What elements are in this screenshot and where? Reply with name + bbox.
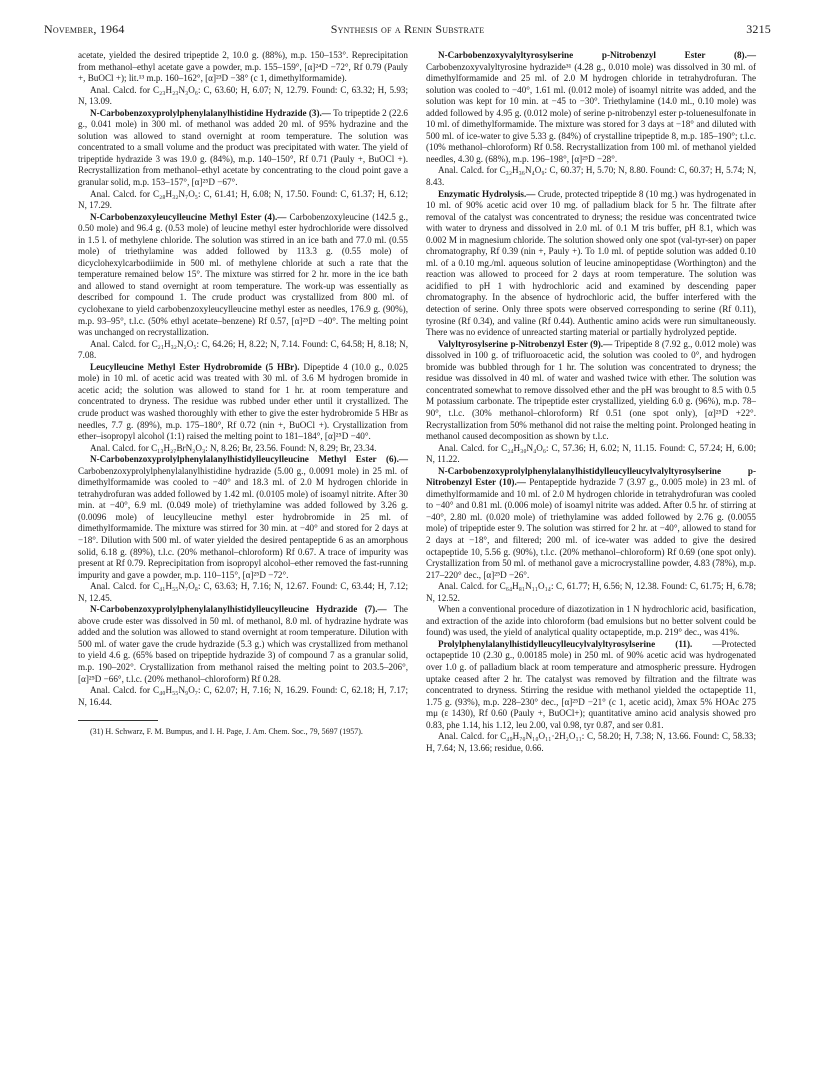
paragraph-text: Anal. Calcd. for C₂₄H₃₀N₄O₆: C, 57.36; H, 6.02; N, 11.15. Found: C, 57.24; H, 6.00; N, 11.22. [426, 442, 756, 465]
page-number: 3215 [746, 22, 771, 36]
paragraph [78, 581, 408, 604]
paragraph [78, 443, 408, 455]
right-column [426, 50, 756, 754]
paragraph-text: Anal. Calcd. for C₂₈H₃₂N₇O₅: C, 61.41; H, 6.08; N, 17.50. Found: C, 61.37; H, 6.12; N, 17.29. [78, 188, 408, 211]
section-heading: Valyltyrosylserine p-Nitrobenzyl Ester (9).— [438, 338, 613, 349]
paragraph [78, 108, 408, 189]
section-heading: N-Carbobenzoxyprolylphenylalanylhistidylleucylleucylvalyltyrosylserine p-Nitrobenzyl Ester (10).— [426, 465, 756, 488]
paragraph-text: Anal. Calcd. for C₃₂H₃₆N₄O₉: C, 60.37; H, 5.70; N, 8.80. Found: C, 60.37; H, 5.74; N, 8.43. [426, 165, 756, 188]
footnote-rule [78, 720, 158, 721]
header-title: Synthesis of a Renin Substrate [330, 22, 485, 36]
paragraph [426, 50, 756, 165]
paragraph [78, 212, 408, 339]
paragraph-text: When a conventional procedure of diazotization in 1 N hydrochloric acid, basification, and extraction of the azide into chloroform (bad emulsions but no better solvent could be found) was used, the yield of analytical quality octapeptide, m.p. 219° dec., was 41%. [426, 604, 756, 638]
paragraph-text: Carbobenzoxyleucine (142.5 g., 0.50 mole) and 96.4 g. (0.53 mole) of leucine methyl ester hydrochloride were dissolved in 1.5 l. of methylene chloride. The solution was stirred in an ice bath and 77.0 ml. (0.55 mole) of triethylamine was added followed by 113.3 g. (0.55 mole) of dicyclohexylcarbodiimide in 500 ml. of methylene chloride at such a rate that the temperature remained below 15°. The mixture was stirred for 2 hr. more in the ice bath and allowed to stand overnight at room temperature. The work-up was essentially as described for compound 1. The crude product was crystallized from 800 ml. of cyclohexane to yield carbobenzoxyleucylleucine methyl ester as needles, 176.9 g. (90%), m.p. 93–95°, t.l.c. (50% ethyl acetate–benzene) Rf 0.57, [α]²⁵D −40°. The melting point was unchanged on recrystallization. [78, 211, 408, 338]
paragraph-text: The above crude ester was dissolved in 50 ml. of methanol, 8.0 ml. of hydrazine hydrate was added and the solution was allowed to stand overnight at room temperature. Dilution with 500 ml. of water gave the crude hydrazide (5.3 g.) which was crystallized from methanol to yield 4.6 g. (65% based on tripeptide hydrazide 3) of compound 7 as a granular solid, m.p. 190–202°. Crystallization from methanol raised the melting point to 203.5–206°, [α]²⁵D −66°, t.l.c. (20% methanol–chloroform) Rf 0.28. [78, 604, 408, 684]
paragraph [426, 165, 756, 188]
paragraph-text: Crude, protected tripeptide 8 (10 mg.) was hydrogenated in 10 ml. of 90% acetic acid over 10 mg. of palladium black for 5 hr. The filtrate after removal of the catalyst was concentrated to dryness; the residue was concentrated twice with water to dryness and dissolved in 2.0 ml. of 0.1 M tris buffer, pH 8.1, which was 0.002 M in magnesium chloride. The solution showed only one spot (val-tyr-ser) on paper chromatography, Rf 0.39 (nin +, Pauly +). To 1.0 ml. of peptide solution was added 0.10 ml. of a 0.10 mg./ml. aqueous solution of leucine aminopeptidase (Worthington) and the reaction was allowed to proceed for 2 days at room temperature. The solution was acidified to pH 1 with hydrochloric acid and examined by descending paper chromatography. In the absence of hydrochloric acid, the buffer interfered with the detection of serine. Only three spots were observed corresponding to serine (Rf 0.11), tyrosine (Rf 0.34), and valine (Rf 0.44). Authentic amino acids were run simultaneously. There was no evidence of unreacted starting material or partially hydrolyzed peptide. [426, 188, 757, 338]
paragraph [426, 339, 756, 443]
running-header [44, 22, 771, 38]
paragraph [426, 189, 756, 339]
paragraph-text: Anal. Calcd. for C₄₉H₇₀N₁₀O₁₁·2H₂O₁₁: C, 58.20; H, 7.38; N, 13.66. Found: C, 58.33; H, 7.64; N, 13.66; residue, 0.66. [426, 731, 756, 753]
paragraph-text: Carbobenzoxyprolylphenylalanylhistidine hydrazide (5.00 g., 0.0091 mole) in 25 ml. of dimethylformamide was cooled to −40° and 18.3 ml. of 2.0 M hydrogen chloride in tetrahydrofuran was added followed by 1.42 ml. (0.0105 mole) of isoamyl nitrite. After 30 min. at −40°, 6.9 ml. (0.049 mole) of triethylamine was added followed by 3.26 g. (0.0096 mole) of leucylleucine methyl ester hydrobromide in 25 ml. of dimethylformamide. The mixture was stirred for 30 min. at −40° and stored for 2 days at −18°. Dilution with 500 ml. of water yielded the desired pentapeptide 6 as an amorphous solid, 6.18 g. (89%), t.l.c. (20% methanol–chloroform) Rf 0.67. A trace of impurity was present at Rf 0.79. Reprecipitation from isopropyl alcohol–ether removed the fast-running impurity and gave a powder, m.p. 110–115°, [α]²⁵D −72°. [78, 465, 408, 580]
paragraph [426, 581, 756, 604]
section-heading: Prolylphenylalanylhistidylleucylleucylvalyltyrosylserine (11). [438, 638, 693, 649]
section-heading: Enzymatic Hydrolysis.— [438, 188, 536, 199]
paragraph-text: acetate, yielded the desired tripeptide 2, 10.0 g. (88%), m.p. 150–153°. Reprecipitation from methanol–ethyl acetate gave a powder, m.p. 155–159°, [α]²⁴D −72°, Rf 0.79 (Pauly +, BuOCl +); lit.¹³ m.p. 160–162°, [α]²³D −38° (c 1, dimethylformamide). [78, 50, 408, 84]
paragraph-text: Anal. Calcd. for C₄₁H₅₅N₇O₈: C, 63.63; H, 7.16; N, 12.67. Found: C, 63.44; H, 7.12; N, 12.45. [78, 581, 408, 603]
section-heading: N-Carbobenzoxyprolylphenylalanylhistidylleucylleucine Hydrazide (7).— [90, 604, 387, 615]
section-heading: N-Carbobenzoxyvalyltyrosylserine p-Nitrobenzyl Ester (8).— [438, 50, 756, 60]
section-heading: N-Carbobenzoxyleucylleucine Methyl Ester (4).— [90, 211, 287, 222]
paragraph [78, 604, 408, 685]
paragraph [426, 639, 756, 731]
section-heading: N-Carbobenzoxyprolylphenylalanylhistidine Hydrazide (3).— [90, 107, 331, 118]
paragraph [426, 731, 756, 754]
paragraph [78, 685, 408, 708]
paragraph-text: Carbobenzoxyvalyltyrosine hydrazide³¹ (4.28 g., 0.010 mole) was dissolved in 30 ml. of dimethylformamide and 25 ml. of 2.0 M hydrogen chloride in tetrahydrofuran. The solution was cooled to −40°, 1.61 ml. (0.012 mole) of isoamyl nitrite was added, and the solution was kept for 10 min. at −45 to −30°. Triethylamine (14.0 ml., 0.10 mole) was added followed by 4.95 g. (0.012 mole) of serine p-nitrobenzyl ester p-toluenesulfonate in 10 ml. of dimethylformamide. The mixture was stored for 3 days at −18° and diluted with 500 ml. of ice-water to give 5.33 g. (84%) of crystalline tripeptide 8, m.p. 185–190°; t.l.c. (10% methanol–chloroform) Rf 0.58. Recrystallization from 100 ml. of methanol yielded needles, 4.30 g. (68%), m.p. 196–198°, [α]²⁵D −28°. [426, 61, 756, 164]
paragraph [426, 443, 756, 466]
paragraph-text: Tripeptide 8 (7.92 g., 0.012 mole) was dissolved in 100 g. of trifluoroacetic acid, the solution was cooled to 0°, and hydrogen bromide was bubbled through for 1 hr. The solution was concentrated to dryness; the residue was dissolved in 40 ml. of water and washed twice with ether. The solution was concentrated somewhat to remove dissolved ether and the pH was brought to 8.5 with 0.5 M potassium carbonate. The tripeptide ester crystallized, yielding 6.0 g. (96%), m.p. 78–90°, t.l.c. (30% methanol–chloroform) Rf 0.51 (one spot only), [α]²⁵D +22°. Recrystallization from 50% methanol did not raise the melting point. Prolonged heating in methanol caused decomposition as shown by t.l.c. [426, 338, 756, 442]
section-heading: Leucylleucine Methyl Ester Hydrobromide (5 HBr). [90, 361, 300, 372]
paragraph-text: Anal. Calcd. for C₂₁H₃₂N₂O₅: C, 64.26; H, 8.22; N, 7.14. Found: C, 64.58; H, 8.18; N, 7.08. [78, 338, 408, 361]
paragraph [78, 85, 408, 108]
paragraph-text: Anal. Calcd. for C₄₀H₅₅N₉O₇: C, 62.07; H, 7.16; N, 16.29. Found: C, 62.18; H, 7.17; N, 16.44. [78, 685, 408, 707]
left-column [78, 50, 408, 737]
paragraph-text: —Protected octapeptide 10 (2.30 g., 0.00185 mole) in 250 ml. of 90% acetic acid was hydrogenated over 1.0 g. of palladium black at room temperature and atmospheric pressure. Hydrogen uptake ceased after 2 hr. The catalyst was removed by filtration and the filtrate was concentrated to dryness. Stirring the residue with methanol yielded the octapeptide 11, 1.75 g. (93%), m.p. 228–230° dec., [α]²⁵D −21° (c 1, acetic acid), λmax 5% HOAc 275 mμ (ε 1430), Rf 0.60 (Pauly +, BuOCl+); quantitative amino acid analysis showed pro 0.83, phe 1.14, his 1.12, leu 2.00, val 0.98, tyr 0.87, and ser 0.81. [426, 638, 756, 730]
header-date: November, 1964 [44, 22, 125, 36]
paragraph-text: To tripeptide 2 (22.6 g., 0.041 mole) in 300 ml. of methanol was added 20 ml. of 95% hydrazine and the solution was allowed to stand overnight at room temperature. The solution was concentrated to a small volume and the product was precipitated with water. The yield of tripeptide hydrazide 3 was 19.0 g. (84%), m.p. 140–150°, Rf 0.71 (Pauly +, BuOCl +). Recrystallization from methanol–ethyl acetate by concentrating to the cloud point gave a granular solid, m.p. 153–157°, [α]²⁵D −67°. [78, 107, 408, 188]
paragraph-text: Pentapeptide hydrazide 7 (3.97 g., 0.005 mole) in 23 ml. of dimethylformamide and 10 ml. of 2.0 M hydrogen chloride in tetrahydrofuran was cooled to −40° and 0.81 ml. (0.006 mole) of isoamyl nitrite was added. After 0.5 hr. of stirring at −40°, 2.80 ml. (0.020 mole) of triethylamine was added followed by 2.76 g. (0.0055 mole) of tripeptide ester 9. The solution was stirred for 2 hr. at −40°, allowed to stand for 2 days at −18°, and filtered; 200 ml. of ice-water was added to give the desired octapeptide 10, 5.56 g. (90%), t.l.c. (20% methanol–chloroform) Rf 0.69 (one spot only). Crystallization from 50 ml. of methanol gave a microcrystalline powder, 4.83 (78%), m.p. 217–220° dec., [α]²⁵D −26°. [426, 477, 756, 580]
paragraph [78, 189, 408, 212]
paragraph-text: Anal. Calcd. for C₁₃H₂₇BrN₂O₃: N, 8.26; Br, 23.56. Found: N, 8.29; Br, 23.34. [90, 442, 377, 453]
footnote: (31) H. Schwarz, F. M. Bumpus, and I. H. Page, J. Am. Chem. Soc., 79, 5697 (1957). [90, 727, 363, 737]
paragraph [426, 604, 756, 639]
paragraph [426, 466, 756, 581]
section-heading: N-Carbobenzoxyprolylphenylalanylhistidylleucylleucine Methyl Ester (6).— [90, 454, 408, 465]
paragraph-text: Anal. Calcd. for C₂₃H₂₃N₃O₆: C, 63.60; H, 6.07; N, 12.79. Found: C, 63.32; H, 5.93; N, 13.09. [78, 84, 408, 107]
paragraph-text: Anal. Calcd. for C₆₄H₈₁N₁₁O₁₄: C, 61.77; H, 6.56; N, 12.38. Found: C, 61.75; H, 6.78; N, 12.52. [426, 581, 756, 603]
paragraph [78, 362, 408, 443]
paragraph [78, 454, 408, 581]
paragraph-text: Dipeptide 4 (10.0 g., 0.025 mole) in 10 ml. of acetic acid was treated with 30 ml. of 3.6 M hydrogen bromide in acetic acid; the solution was allowed to stand for 1 hr. at room temperature and concentrated to dryness. The residue was rubbed under ether until it crystallized. The crude product was washed thoroughly with ether to give the ester hydrobromide 5 HBr as needles, 7.7 g. (89%), m.p. 175–180°, Rf 0.72 (nin +, BuOCl +). Crystallization from ether–isopropyl alcohol (1:1) raised the melting point to 181–184°, [α]²⁵D −40°. [78, 361, 408, 442]
paragraph [78, 339, 408, 362]
paragraph [78, 50, 408, 85]
